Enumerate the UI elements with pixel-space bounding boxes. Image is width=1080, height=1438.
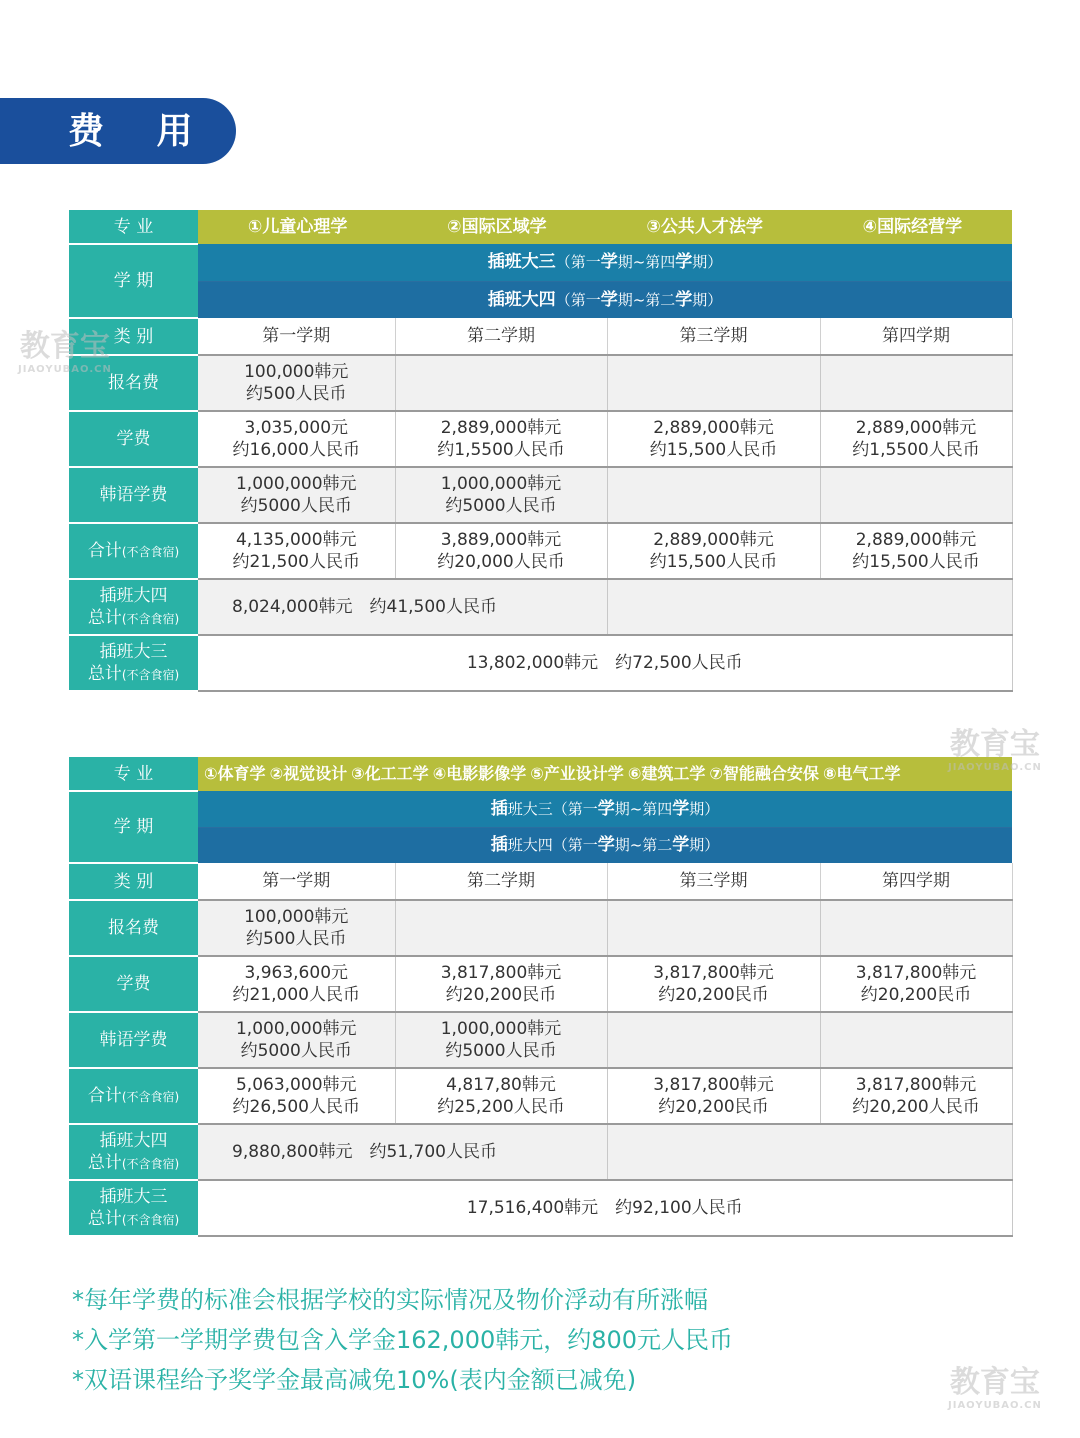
- fee-cell: 3,817,800韩元 约20,200民币: [820, 956, 1012, 1012]
- major-item: ②视觉设计: [269, 764, 348, 783]
- fee-cell: 4,817,80韩元 约25,200人民币: [395, 1068, 607, 1124]
- fee-cell: [820, 467, 1012, 523]
- fee-cell: 3,817,800韩元 约20,200人民币: [820, 1068, 1012, 1124]
- fee-row-label: 合计(不含食宿): [69, 523, 198, 579]
- fee-cell: 4,135,000韩元 约21,500人民币: [198, 523, 395, 579]
- total-junior-label: 插班大三 总计(不含食宿): [69, 1180, 198, 1236]
- fee-cell: 1,000,000韩元 约5000人民币: [198, 1012, 395, 1068]
- fee-cell: 2,889,000韩元 约15,500人民币: [607, 411, 820, 467]
- semester-header: 第三学期: [607, 863, 820, 900]
- fee-cell: 2,889,000韩元 约1,5500人民币: [395, 411, 607, 467]
- fee-cell: [607, 900, 820, 956]
- total-junior-value: 13,802,000韩元 约72,500人民币: [198, 635, 1012, 691]
- fee-cell: 1,000,000韩元 约5000人民币: [395, 467, 607, 523]
- watermark-logo: 教育宝 JIAOYUBAO.CN: [948, 727, 1042, 773]
- total-junior-value: 17,516,400韩元 约92,100人民币: [198, 1180, 1012, 1236]
- page-title: 费 用: [0, 98, 236, 164]
- fee-cell: [820, 355, 1012, 411]
- fee-row-label: 韩语学费: [69, 1012, 198, 1068]
- category-label: 类 别: [69, 863, 198, 900]
- total-senior-label: 插班大四 总计(不含食宿): [69, 579, 198, 635]
- fee-cell: [607, 355, 820, 411]
- empty-cell: [607, 1124, 1012, 1180]
- total-senior-label: 插班大四 总计(不含食宿): [69, 1124, 198, 1180]
- fee-cell: 3,817,800韩元 约20,200民币: [607, 1068, 820, 1124]
- fee-cell: 3,889,000韩元 约20,000人民币: [395, 523, 607, 579]
- semester-header: 第四学期: [820, 318, 1012, 355]
- fee-cell: 3,035,000元 约16,000人民币: [198, 411, 395, 467]
- term-senior: 插班大四（第一学期~第二学期）: [198, 827, 1012, 863]
- watermark-logo: 教育宝 JIAOYUBAO.CN: [948, 1365, 1042, 1411]
- fee-cell: 2,889,000韩元 约15,500人民币: [607, 523, 820, 579]
- fee-cell: [607, 1012, 820, 1068]
- major-item: ⑤产业设计学: [530, 764, 624, 783]
- footnote: *双语课程给予奖学金最高减免10%(表内金额已减免): [72, 1366, 637, 1394]
- fee-cell: 1,000,000韩元 约5000人民币: [395, 1012, 607, 1068]
- major-label: 专 业: [69, 210, 198, 244]
- major-item: ④国际经营学: [862, 217, 963, 237]
- major-label: 专 业: [69, 757, 198, 791]
- fee-row: [69, 956, 1012, 1012]
- fee-cell: 1,000,000韩元 约5000人民币: [198, 467, 395, 523]
- major-item: ⑦智能融合安保: [709, 764, 819, 783]
- semester-header: 第三学期: [607, 318, 820, 355]
- fee-row: [69, 467, 1012, 523]
- fee-cell: [607, 467, 820, 523]
- watermark-logo: 教育宝 JIAOYUBAO.CN: [18, 329, 112, 375]
- major-item: ②国际区域学: [447, 217, 547, 237]
- fee-row: [69, 355, 1012, 411]
- footnote: *入学第一学期学费包含入学金162,000韩元，约800元人民币: [72, 1326, 734, 1354]
- major-list: [198, 757, 1012, 791]
- fee-row: [69, 1068, 1012, 1124]
- semester-header: 第一学期: [198, 318, 395, 355]
- fee-table-2: [69, 757, 1013, 1237]
- major-item: ⑧电气工学: [822, 764, 901, 783]
- fee-cell: 2,889,000韩元 约1,5500人民币: [820, 411, 1012, 467]
- semester-header: 第一学期: [198, 863, 395, 900]
- empty-cell: [607, 579, 1012, 635]
- total-senior-value: 8,024,000韩元 约41,500人民币: [198, 579, 607, 635]
- term-senior: 插班大四（第一学期~第二学期）: [198, 281, 1012, 318]
- fee-cell: 3,963,600元 约21,000人民币: [198, 956, 395, 1012]
- term-label: 学 期: [69, 244, 198, 318]
- term-junior: 插班大三（第一学期~第四学期）: [198, 791, 1012, 827]
- fee-row-label: 报名费: [69, 355, 198, 411]
- semester-header: 第二学期: [395, 863, 607, 900]
- fee-row-label: 报名费: [69, 900, 198, 956]
- fee-cell: 100,000韩元 约500人民币: [198, 900, 395, 956]
- major-item: ③化工工学: [351, 764, 429, 783]
- semester-header: 第四学期: [820, 863, 1012, 900]
- semester-header: 第二学期: [395, 318, 607, 355]
- fee-row-label: 合计(不含食宿): [69, 1068, 198, 1124]
- major-list: [198, 210, 1012, 244]
- fee-row: [69, 900, 1012, 956]
- major-item: ④电影影像学: [432, 764, 527, 783]
- fee-cell: [395, 355, 607, 411]
- total-junior-label: 插班大三 总计(不含食宿): [69, 635, 198, 691]
- major-item: ③公共人才法学: [646, 217, 763, 237]
- fee-cell: 5,063,000韩元 约26,500人民币: [198, 1068, 395, 1124]
- fee-cell: 3,817,800韩元 约20,200民币: [607, 956, 820, 1012]
- total-senior-value: 9,880,800韩元 约51,700人民币: [198, 1124, 607, 1180]
- term-junior: 插班大三（第一学期~第四学期）: [198, 244, 1012, 281]
- fee-row: [69, 1012, 1012, 1068]
- fee-row-label: 学费: [69, 411, 198, 467]
- footnote: *每年学费的标准会根据学校的实际情况及物价浮动有所涨幅: [72, 1286, 708, 1314]
- major-item: ①儿童心理学: [247, 217, 348, 237]
- fee-table-1: [69, 210, 1013, 692]
- category-label: 类 别: [69, 318, 198, 355]
- fee-cell: 100,000韩元 约500人民币: [198, 355, 395, 411]
- fee-row: [69, 411, 1012, 467]
- fee-cell: [820, 900, 1012, 956]
- fee-cell: 3,817,800韩元 约20,200民币: [395, 956, 607, 1012]
- term-label: 学 期: [69, 791, 198, 863]
- fee-row-label: 韩语学费: [69, 467, 198, 523]
- fee-cell: [820, 1012, 1012, 1068]
- major-item: ⑥建筑工学: [627, 764, 706, 783]
- fee-cell: 2,889,000韩元 约15,500人民币: [820, 523, 1012, 579]
- fee-row: [69, 523, 1012, 579]
- fee-cell: [395, 900, 607, 956]
- fee-row-label: 学费: [69, 956, 198, 1012]
- major-item: ①体育学: [204, 764, 266, 783]
